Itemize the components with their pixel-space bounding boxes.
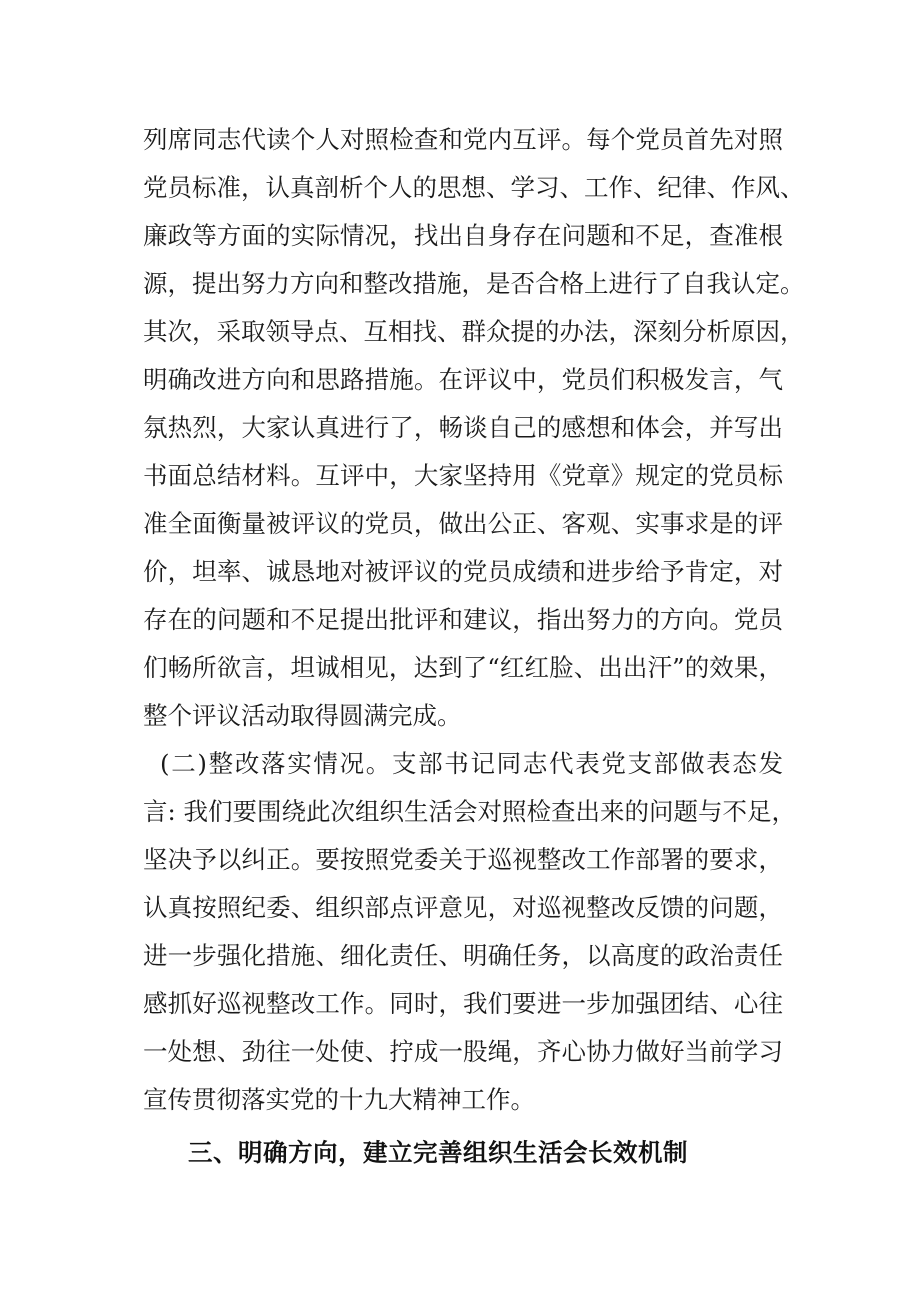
paragraph-rectification: [143, 740, 797, 1124]
text-line: 整个评议活动取得圆满完成。: [143, 701, 462, 730]
text-line: 准全面衡量被评议的党员，做出公正、客观、实事求是的评: [143, 509, 783, 538]
section-heading: 三、明确方向，建立完善组织生活会长效机制: [188, 1138, 688, 1167]
text-line: 一处想、劲往一处使、拧成一股绳，齐心协力做好当前学习: [143, 1037, 783, 1066]
text-line: 感抓好巡视整改工作。同时，我们要进一步加强团结、心往: [143, 989, 783, 1018]
document-body: [143, 116, 805, 1178]
text-line: 源，提出努力方向和整改措施，是否合格上进行了自我认定。: [143, 269, 805, 298]
text-line: 们畅所欲言，坦诚相见，达到了“红红脸、出出汗”的效果，: [143, 653, 783, 682]
paragraph-peer-review: [143, 116, 805, 740]
text-line: 认真按照纪委、组织部点评意见，对巡视整改反馈的问题，: [143, 893, 783, 922]
text-line: 言: 我们要围绕此次组织生活会对照检查出来的问题与不足，: [143, 797, 797, 826]
text-line: (二)整改落实情况。支部书记同志代表党支部做表态发: [160, 749, 783, 778]
text-line: 价，坦率、诚恳地对被评议的党员成绩和进步给予肯定，对: [143, 557, 783, 586]
text-line: 氛热烈，大家认真进行了，畅谈自己的感想和体会，并写出: [143, 413, 783, 442]
text-line: 其次，采取领导点、互相找、群众提的办法，深刻分析原因，: [143, 317, 805, 346]
text-line: 党员标准，认真剖析个人的思想、学习、工作、纪律、作风、: [143, 173, 805, 202]
text-line: 存在的问题和不足提出批评和建议，指出努力的方向。党员: [143, 605, 783, 634]
text-line: 列席同志代读个人对照检查和党内互评。每个党员首先对照: [143, 125, 783, 154]
text-line: 宣传贯彻落实党的十九大精神工作。: [143, 1085, 535, 1114]
text-line: 进一步强化措施、细化责任、明确任务，以高度的政治责任: [143, 941, 783, 970]
text-line: 坚决予以纠正。要按照党委关于巡视整改工作部署的要求，: [143, 845, 783, 874]
text-line: 廉政等方面的实际情况，找出自身存在问题和不足，查准根: [143, 221, 783, 250]
text-line: 明确改进方向和思路措施。在评议中，党员们积极发言，气: [143, 365, 783, 394]
text-line: 书面总结材料。互评中，大家坚持用《党章》规定的党员标: [143, 461, 783, 490]
